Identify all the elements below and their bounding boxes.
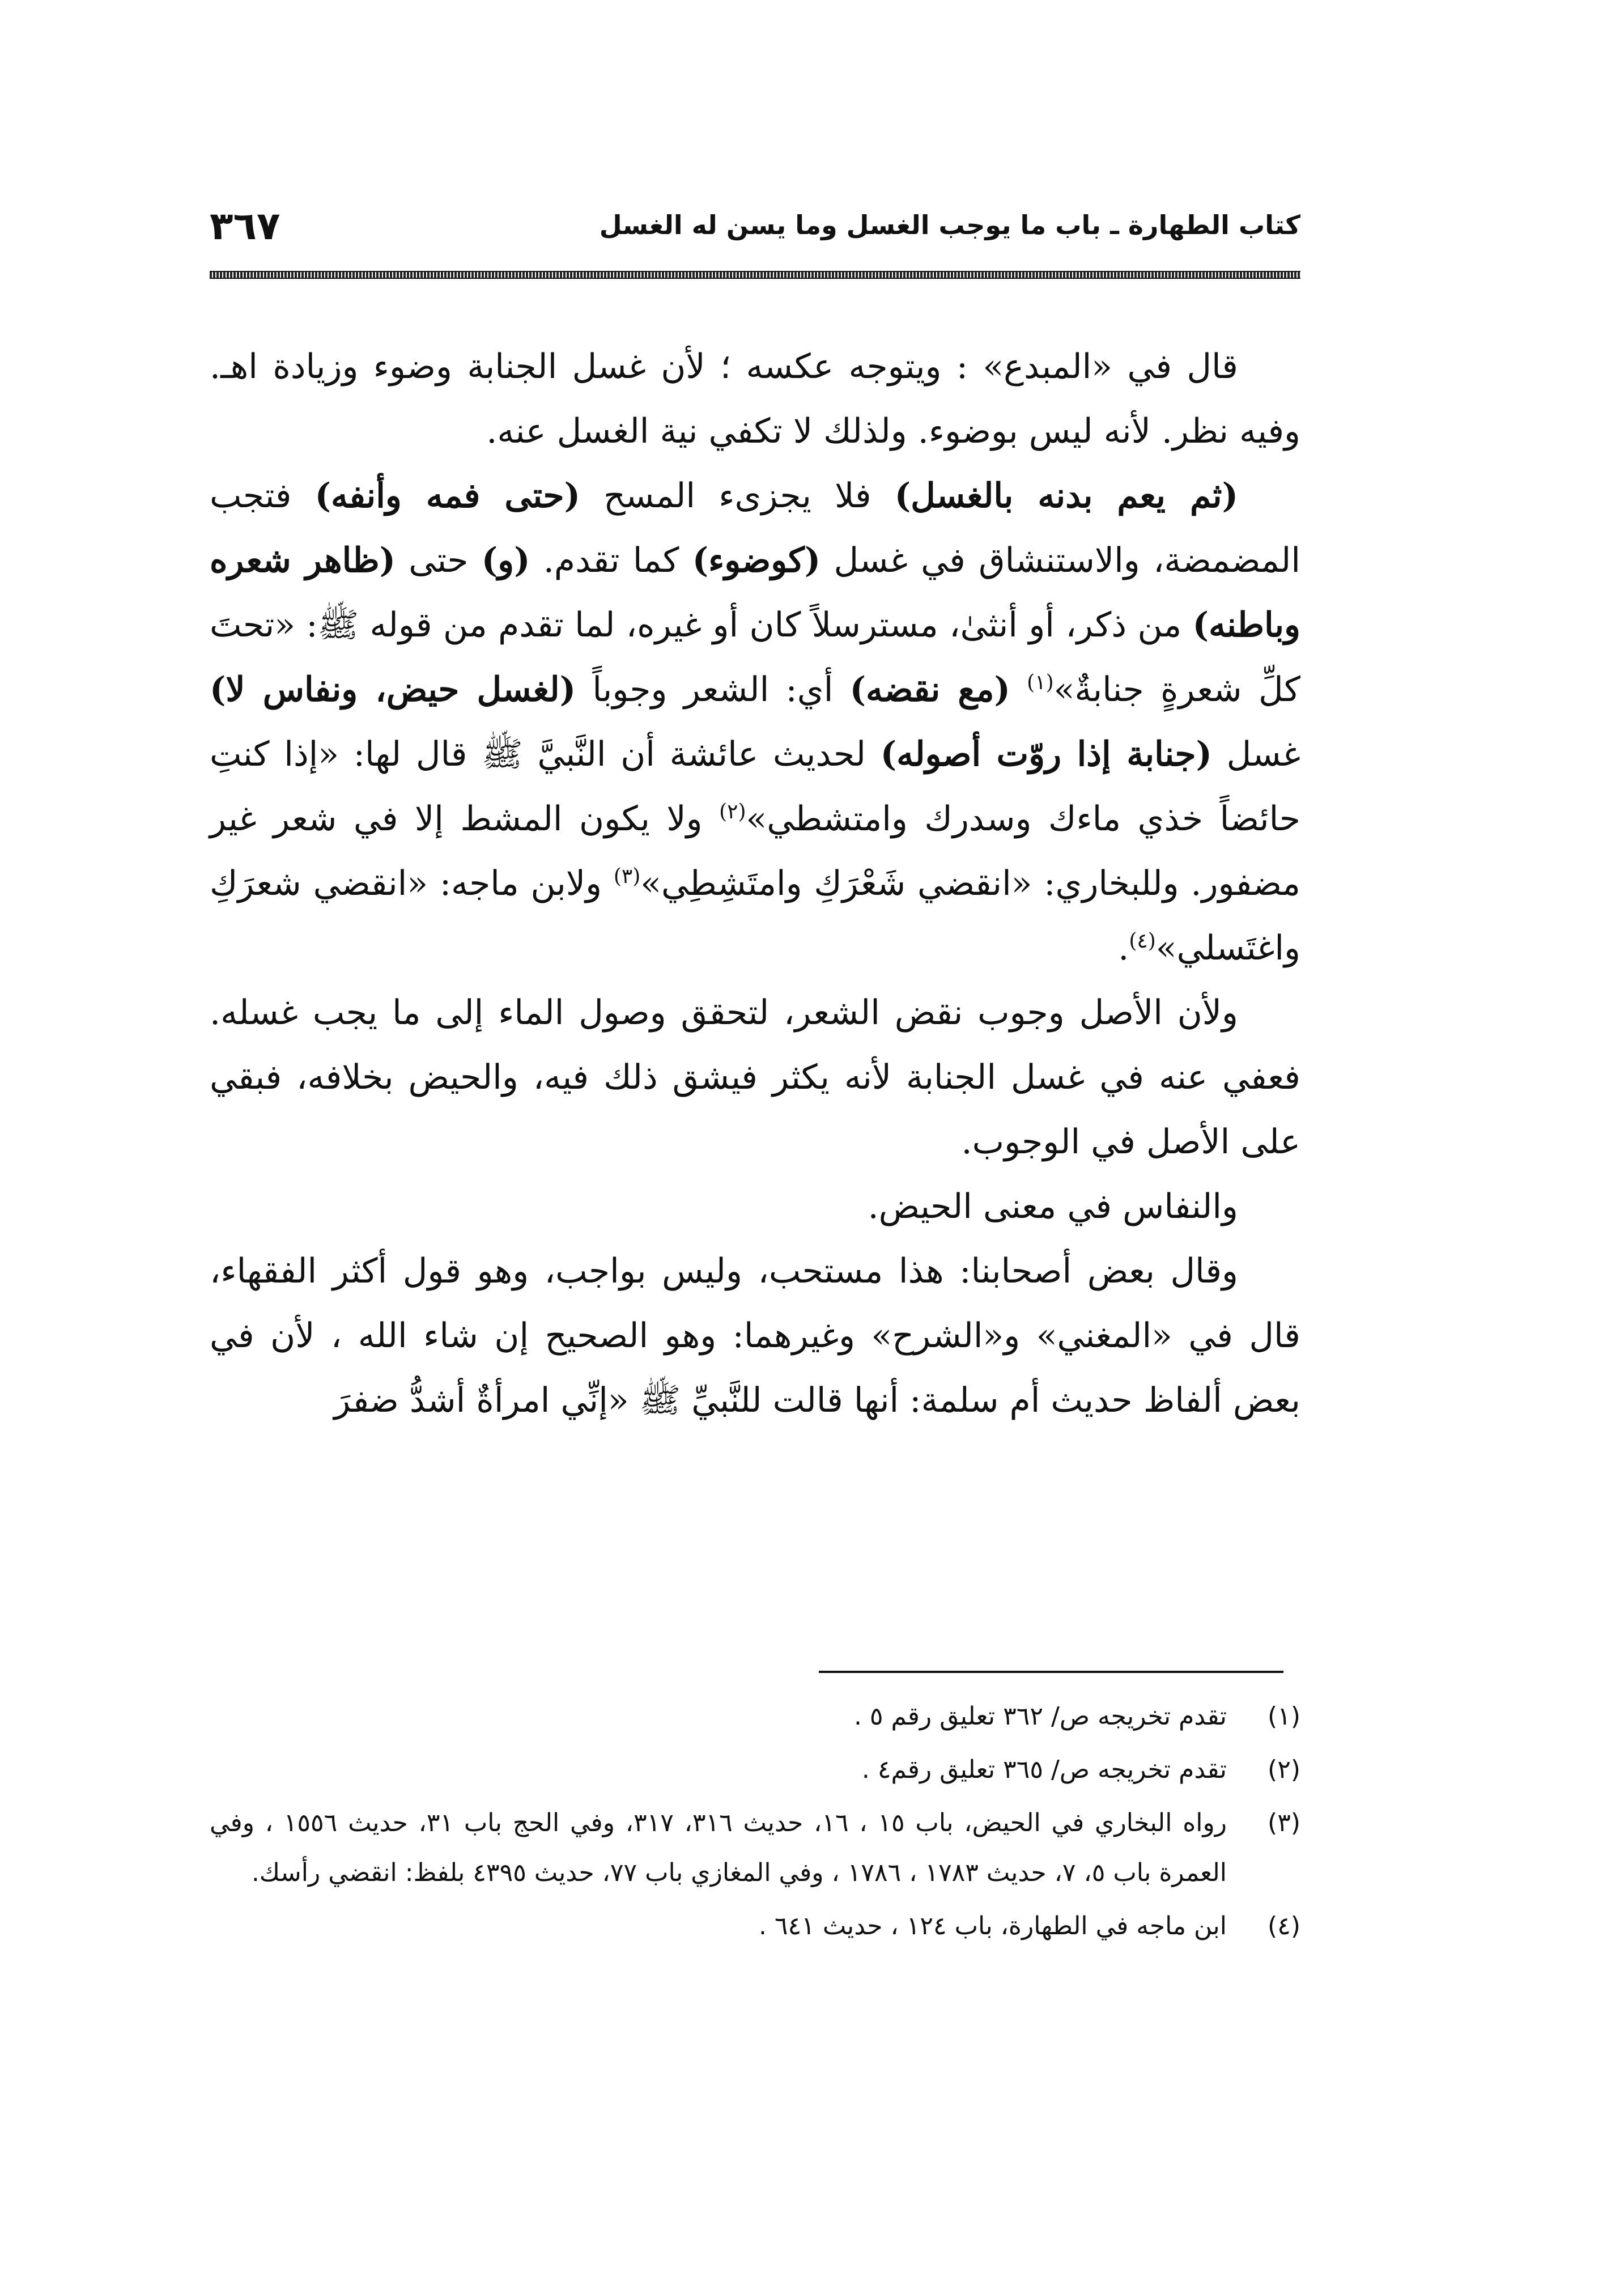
footnote-2 bbox=[210, 1745, 1300, 1795]
footnote-ref-4[interactable]: (٤) bbox=[1129, 929, 1156, 953]
footnote-text: تقدم تخريجه ص/ ٣٦٢ تعليق رقم ٥ . bbox=[853, 1702, 1227, 1731]
footnote-text: رواه البخاري في الحيض، باب ١٥ ، ١٦، حديث ٣١٦، ٣١٧، وفي الحج باب ٣١، حديث ١٥٥٦ ، وفي العمرة باب ٥، ٧، حديث ١٧٨٣ ، ١٧٨٦ ، وفي المغازي باب ٧٧، حديث ٤٣٩٥ بلفظ: انقضي رأسك. bbox=[210, 1808, 1227, 1887]
footnote-4 bbox=[210, 1901, 1300, 1951]
footnote-number: (٣) bbox=[1268, 1808, 1300, 1837]
text-run: لحديث عائشة أن النَّبيَّ ﷺ قال لها: «إذا كنتِ حائضاً خذي ماءك وسدرك وامتشطي» bbox=[210, 734, 1301, 839]
page-header bbox=[210, 204, 1300, 266]
footnote-3 bbox=[210, 1798, 1300, 1898]
footnote-text: ابن ماجه في الطهارة، باب ١٢٤ ، حديث ٦٤١ . bbox=[758, 1912, 1227, 1940]
footnote-ref-1[interactable]: (١) bbox=[1027, 671, 1054, 694]
page-number: ٣٦٧ bbox=[210, 204, 280, 249]
bold-phrase: (لغسل حيض، ونفاس لا) bbox=[210, 670, 576, 710]
bold-phrase: (و) bbox=[481, 541, 530, 580]
text-run: فلا يجزىء المسح bbox=[580, 476, 895, 516]
footnote-ref-3[interactable]: (٣) bbox=[613, 865, 641, 888]
main-text bbox=[210, 334, 1300, 1433]
header-rule bbox=[210, 271, 1300, 279]
footnote-number: (١) bbox=[1268, 1702, 1300, 1731]
text-run: ولا يكون المشط إلا في شعر غير مضفور. وللبخاري: «انقضي شَعْرَكِ وامتَشِطِي» bbox=[210, 799, 1300, 903]
footnotes bbox=[210, 1692, 1300, 1955]
text-run bbox=[1010, 670, 1027, 710]
bold-phrase: (جنابة إذا روّت أصوله) bbox=[880, 734, 1212, 774]
paragraph-4: والنفاس في معنى الحيض. bbox=[868, 1187, 1238, 1226]
text-run: أي: الشعر وجوباً bbox=[576, 670, 850, 710]
text-run: فتجب المضمضة، والاستنشاق في غسل bbox=[210, 476, 1300, 580]
footnote-number: (٤) bbox=[1268, 1912, 1300, 1940]
footnote-ref-2[interactable]: (٢) bbox=[719, 800, 746, 823]
bold-phrase: (مع نقضه) bbox=[849, 670, 1010, 710]
bold-phrase: (حتى فمه وأنفه) bbox=[314, 476, 580, 516]
paragraph-5: وقال بعض أصحابنا: هذا مستحب، وليس بواجب، وهو قول أكثر الفقهاء، قال في «المغني» و«الشرح» وغيرهما: وهو الصحيح إن شاء الله ، لأن في بعض ألفاظ حديث أم سلمة: أنها قالت للنَّبيِّ ﷺ «إنِّي امرأةٌ أشدُّ ضفرَ bbox=[210, 1251, 1300, 1420]
footnote-number: (٢) bbox=[1268, 1755, 1300, 1784]
bold-phrase: (كوضوء) bbox=[692, 541, 821, 580]
text-run: من ذكر، أو أنثىٰ، مسترسلاً كان أو غيره، لما تقدم من قوله ﷺ: «تحتَ كلِّ شعرةٍ جنابةٌ» bbox=[210, 605, 1300, 710]
text-run: . bbox=[1118, 928, 1129, 968]
text-run: غسل bbox=[1211, 734, 1300, 774]
text-run: حتى bbox=[396, 541, 482, 580]
footnote-separator bbox=[819, 1671, 1283, 1673]
footnote-1 bbox=[210, 1692, 1300, 1742]
paragraph-2 bbox=[210, 464, 1300, 980]
footnote-text: تقدم تخريجه ص/ ٣٦٥ تعليق رقم٤ . bbox=[861, 1755, 1227, 1784]
bold-phrase: (ثم يعم بدنه بالغسل) bbox=[894, 476, 1238, 516]
paragraph-1: قال في «المبدع» : ويتوجه عكسه ؛ لأن غسل الجنابة وضوء وزيادة اهـ. وفيه نظر. لأنه ليس بوضوء. ولذلك لا تكفي نية الغسل عنه. bbox=[210, 347, 1300, 451]
running-title: كتاب الطهارة ـ باب ما يوجب الغسل وما يسن له الغسل bbox=[599, 210, 1300, 240]
bold-phrase: (ظاهر شعره وباطنه) bbox=[210, 541, 1300, 645]
text-run: كما تقدم. bbox=[530, 541, 692, 580]
paragraph-3: ولأن الأصل وجوب نقض الشعر، لتحقق وصول الماء إلى ما يجب غسله. فعفي عنه في غسل الجنابة لأنه يكثر فيشق ذلك فيه، والحيض بخلافه، فبقي على الأصل في الوجوب. bbox=[210, 993, 1300, 1162]
text-run: ولابن ماجه: «انقضي شعرَكِ واغتَسلي» bbox=[210, 864, 1300, 968]
